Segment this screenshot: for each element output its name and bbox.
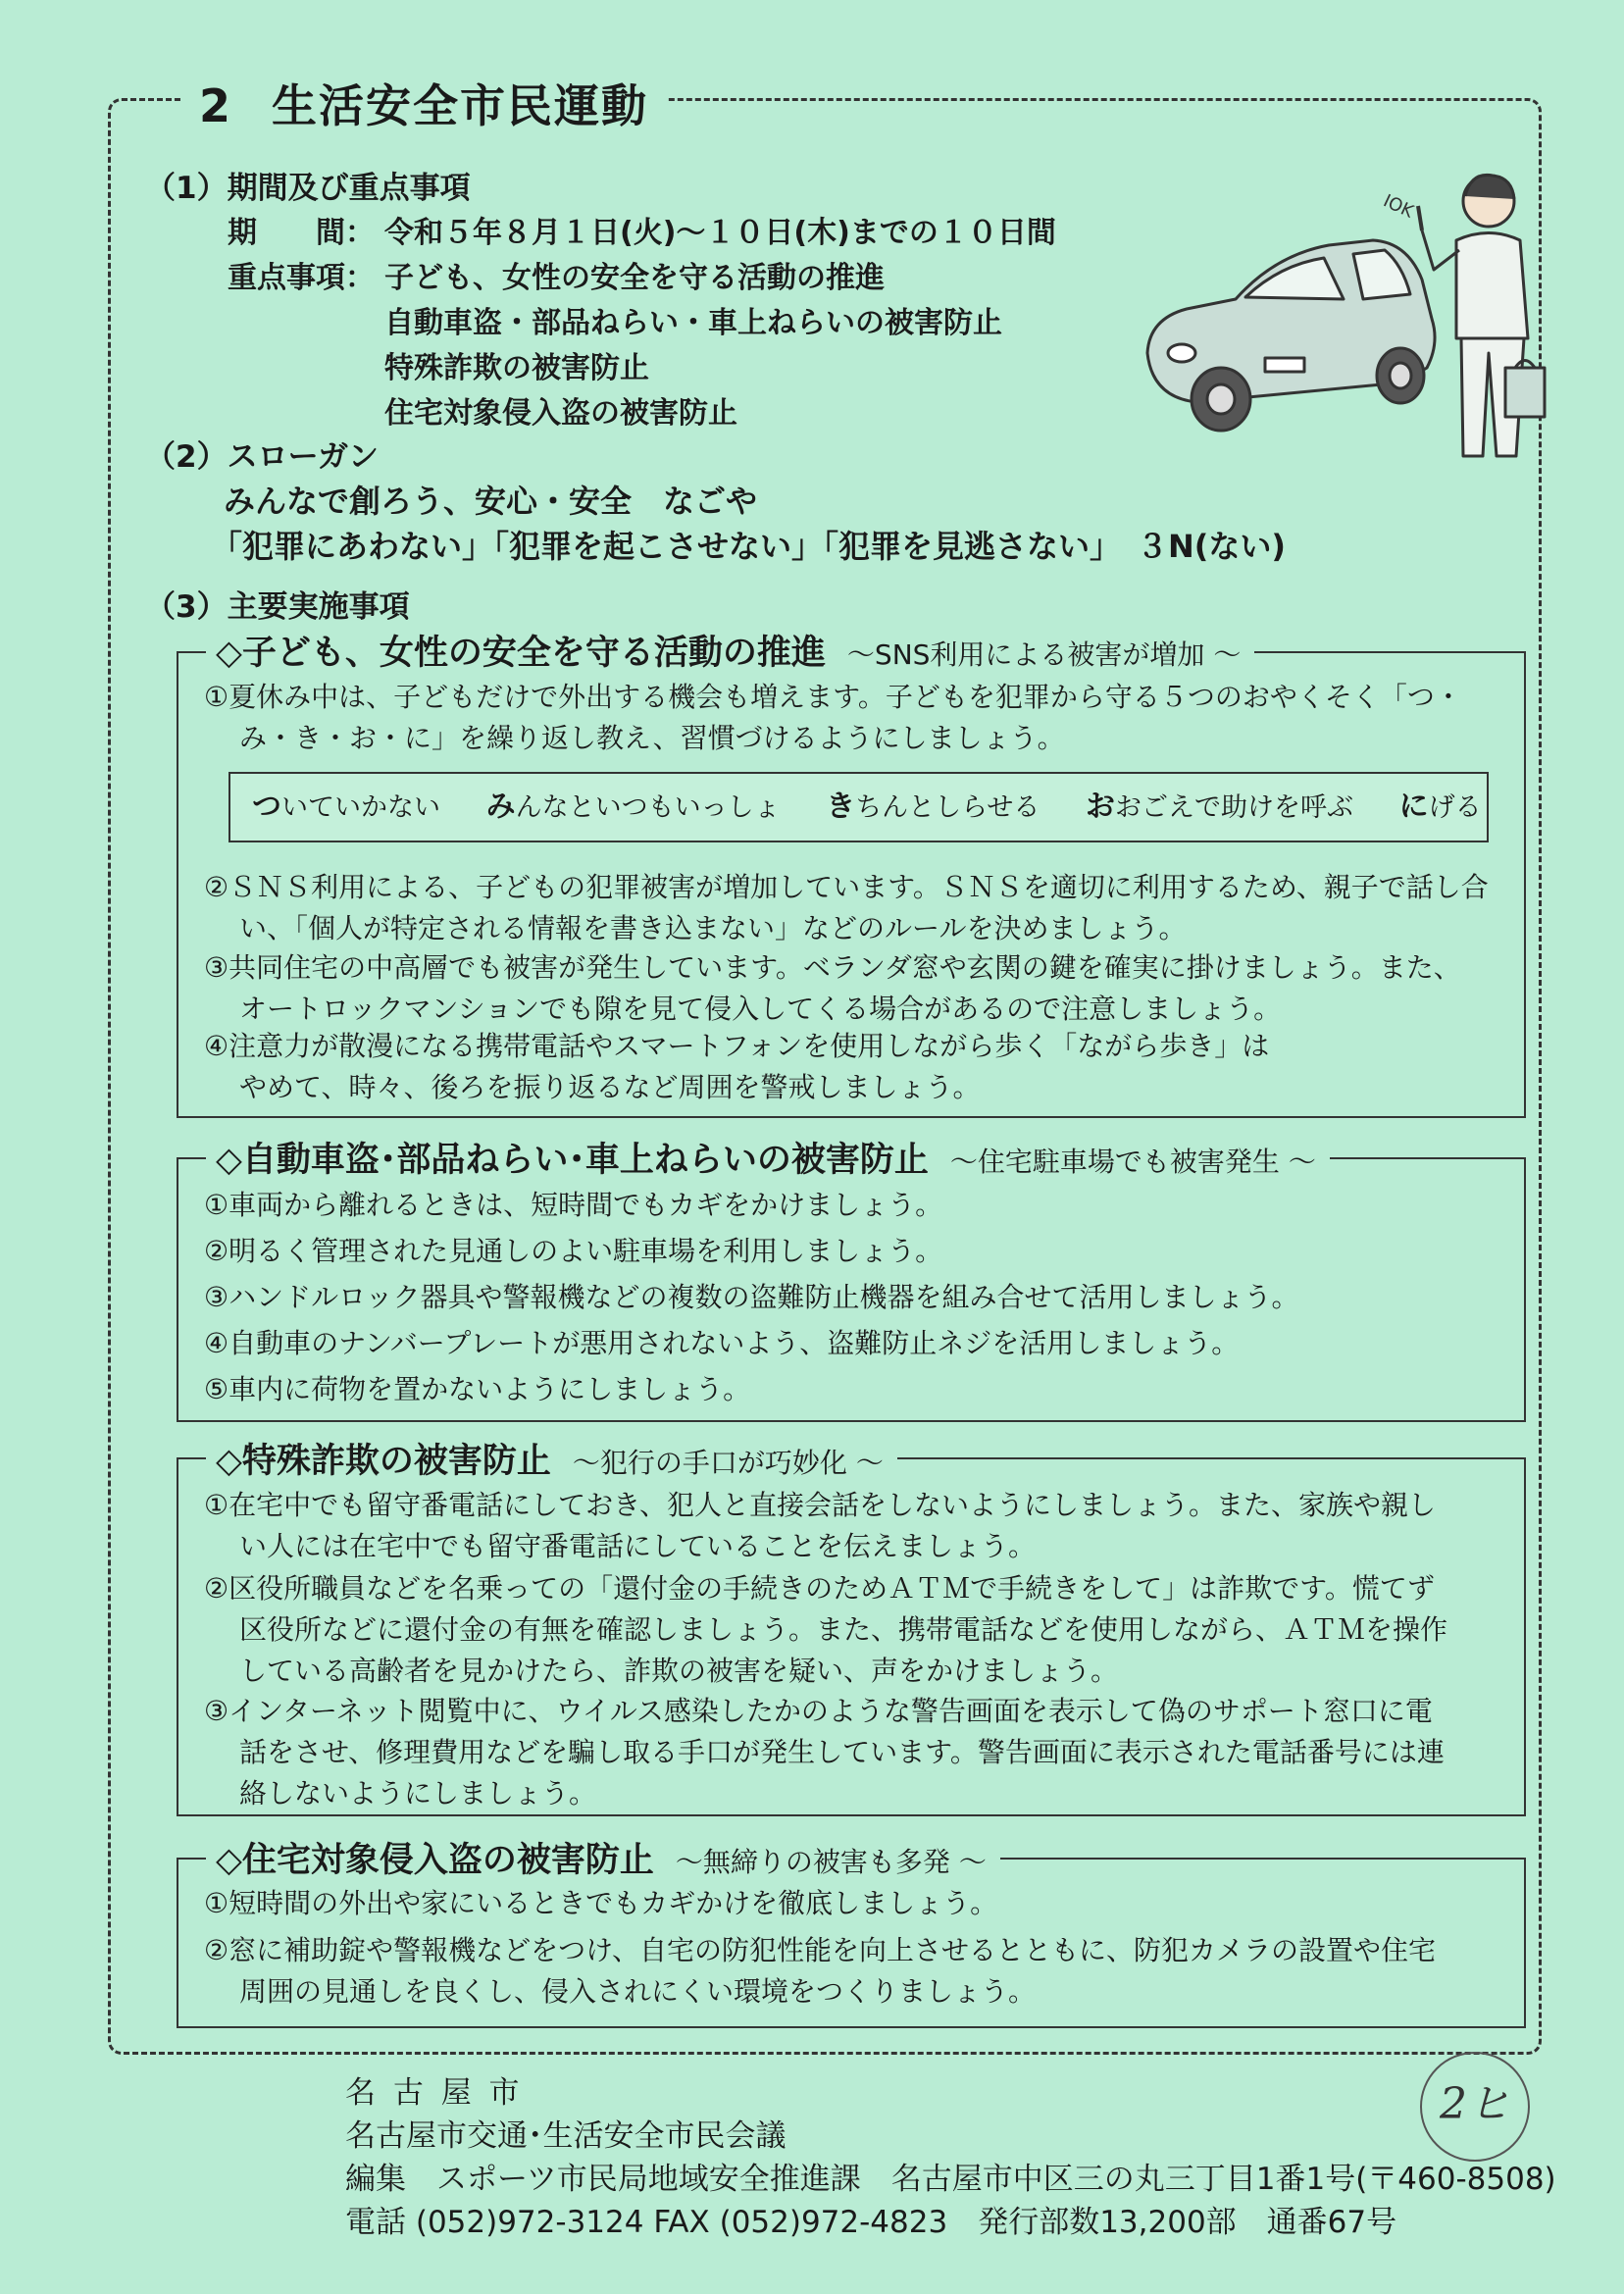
footer-contact: 電話 (052)972-3124 FAX (052)972-4823 発行部数13,200部 通番67号 xyxy=(345,2205,1397,2240)
period-label: 期 間： xyxy=(228,216,375,250)
list-item: ④注意力が散漫になる携帯電話やスマートフォンを使用しながら歩く「ながら歩き」は やめて、時々、後ろを振り返るなど周囲を警戒しましょう。 xyxy=(204,1030,1270,1103)
slogan-heading: （2）スローガン xyxy=(145,439,379,475)
promise-item: ついていかない xyxy=(252,790,440,824)
period-heading: （1）期間及び重点事項 xyxy=(145,171,471,206)
briefcase-icon xyxy=(1505,368,1545,417)
period-value: 令和５年８月１日(火)～１０日(木)までの１０日間 xyxy=(384,216,1056,250)
topic-subtitle: ～犯行の手口が巧妙化 ～ xyxy=(572,1447,884,1479)
list-item: ②窓に補助錠や警報機などをつけ、自宅の防犯性能を向上させるとともに、防犯カメラの設置や住宅 周囲の見通しを良くし、侵入されにくい環境をつくりましょう。 xyxy=(204,1934,1436,2008)
handwritten-page-stamp: 2ヒ xyxy=(1420,2052,1530,2162)
slogan-line2: 「犯罪にあわない」「犯罪を起こさせない」「犯罪を見逃さない」 ３N(ない) xyxy=(211,528,1287,565)
topic-subtitle: ～SNS利用による被害が増加 ～ xyxy=(846,638,1242,671)
footer-city: 名 古 屋 市 xyxy=(345,2075,524,2111)
list-item: ①短時間の外出や家にいるときでもカギかけを徹底しましょう。 xyxy=(204,1887,998,1919)
section-number: 2 xyxy=(199,79,233,132)
promise-item: きちんとしらせる xyxy=(826,790,1040,824)
section-title xyxy=(181,71,666,135)
list-item: ③ハンドルロック器具や警報機などの複数の盗難防止機器を組み合せて活用しましょう。 xyxy=(204,1281,1299,1313)
topic-subtitle: ～無締りの被害も多発 ～ xyxy=(675,1846,987,1878)
list-item: ①車両から離れるときは、短時間でもカギをかけましょう。 xyxy=(204,1189,943,1221)
main-heading: （3）主要実施事項 xyxy=(145,589,410,625)
key-tag-label: IOK xyxy=(1380,190,1417,223)
topic-title: ◇特殊詐欺の被害防止 ～犯行の手口が巧妙化 ～ xyxy=(206,1434,897,1483)
section-title-text: 生活安全市民運動 xyxy=(272,79,649,132)
list-item: ②区役所職員などを名乗っての「還付金の手続きのためＡＴＭで手続きをして」は詐欺です。慌てず 区役所などに還付金の有無を確認しましょう。また、携帯電話などを使用しながら、ＡＴＭを操作 している高齢者を見かけたら、詐欺の被害を疑い、声をかけましょう。 xyxy=(204,1572,1448,1687)
focus-item: 住宅対象侵入盗の被害防止 xyxy=(384,396,737,431)
focus-item: 特殊詐欺の被害防止 xyxy=(384,351,649,385)
focus-label: 重点事項： xyxy=(228,261,375,295)
focus-item: 自動車盗・部品ねらい・車上ねらいの被害防止 xyxy=(384,306,1002,340)
footer-council: 名古屋市交通･生活安全市民会議 xyxy=(345,2118,787,2154)
topic-title: ◇住宅対象侵入盗の被害防止 ～無締りの被害も多発 ～ xyxy=(206,1833,1000,1882)
list-item: ①夏休み中は、子どもだけで外出する機会も増えます。子どもを犯罪から守る５つのおやくそく「つ・ み・き・お・に」を繰り返し教え、習慣づけるようにしましょう。 xyxy=(204,681,1462,754)
promise-item: にげる xyxy=(1398,790,1482,824)
slogan-line1: みんなで創ろう、安心・安全 なごや xyxy=(224,483,758,520)
list-item: ⑤車内に荷物を置かないようにしましょう。 xyxy=(204,1373,751,1405)
five-promises-box xyxy=(228,772,1489,842)
person-icon xyxy=(1456,233,1528,339)
list-item: ④自動車のナンバープレートが悪用されないよう、盗難防止ネジを活用しましょう。 xyxy=(204,1327,1240,1359)
car-owner-illustration xyxy=(1128,172,1549,476)
list-item: ②ＳＮＳ利用による、子どもの犯罪被害が増加しています。ＳＮＳを適切に利用するため、親子で話し合 い、「個人が特定される情報を書き込まない」などのルールを決めましょう。 xyxy=(204,871,1489,944)
promise-item: みんなといつもいっしょ xyxy=(485,790,781,824)
topic-title: ◇自動車盗･部品ねらい･車上ねらいの被害防止 ～住宅駐車場でも被害発生 ～ xyxy=(206,1133,1330,1182)
focus-item: 子ども、女性の安全を守る活動の推進 xyxy=(384,261,885,295)
footer-editor: 編集 スポーツ市民局地域安全推進課 名古屋市中区三の丸三丁目1番1号(〒460-8508) xyxy=(345,2162,1556,2197)
list-item: ③インターネット閲覧中に、ウイルス感染したかのような警告画面を表示して偽のサポート窓口に電 話をさせ、修理費用などを騙し取る手口が発生しています。警告画面に表示された電話番号には連 絡しないようにしましょう。 xyxy=(204,1695,1445,1810)
list-item: ①在宅中でも留守番電話にしておき、犯人と直接会話をしないようにしましょう。また、家族や親し い人には在宅中でも留守番電話にしていることを伝えましょう。 xyxy=(204,1489,1436,1562)
topic-title: ◇子ども、女性の安全を守る活動の推進 ～SNS利用による被害が増加 ～ xyxy=(206,626,1254,675)
topic-subtitle: ～住宅駐車場でも被害発生 ～ xyxy=(949,1146,1316,1178)
list-item: ③共同住宅の中高層でも被害が発生しています。ベランダ窓や玄関の鍵を確実に掛けましょう。また、 オートロックマンションでも隙を見て侵入してくる場合があるので注意しましょう。 xyxy=(204,951,1461,1025)
promise-item: おおごえで助けを呼ぶ xyxy=(1085,790,1353,824)
list-item: ②明るく管理された見通しのよい駐車場を利用しましょう。 xyxy=(204,1235,943,1267)
